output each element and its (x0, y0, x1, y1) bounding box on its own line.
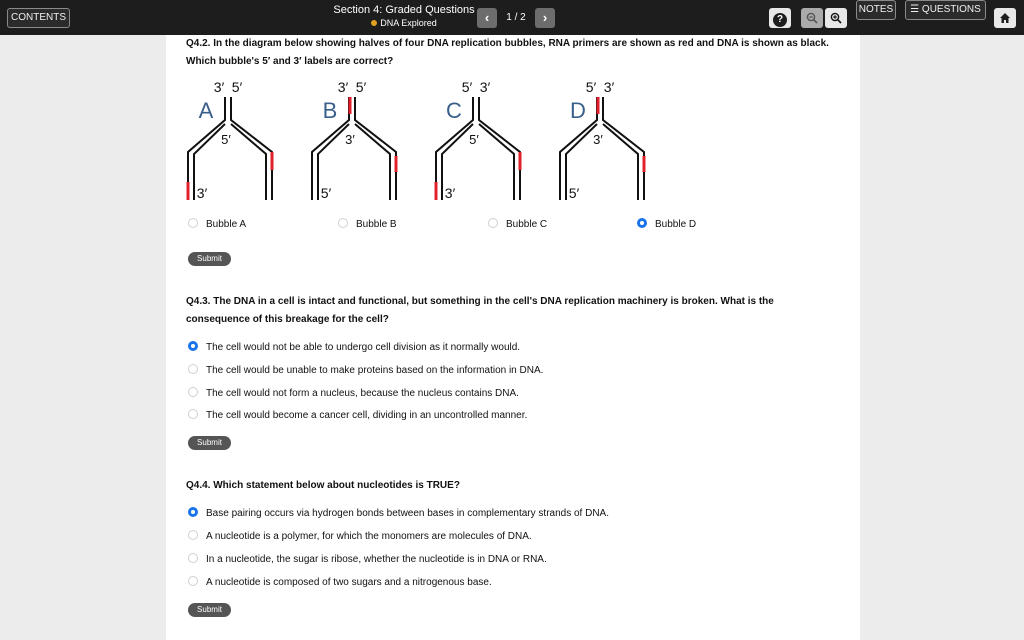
q43-option-1-label: The cell would not be able to undergo cell division as it normally would. (206, 342, 521, 353)
list-icon: ☰ (910, 4, 922, 15)
zoom-out-button[interactable] (801, 8, 823, 28)
q44-option-3-label: In a nucleotide, the sugar is ribose, whether the nucleotide is in DNA or RNA. (206, 554, 547, 565)
bottom-label: 5′ (320, 185, 332, 201)
dna-bubbles-diagram (180, 72, 680, 204)
q43-option-3-label: The cell would not form a nucleus, because the nucleus contains DNA. (206, 388, 519, 399)
notes-button[interactable]: NOTES (856, 0, 896, 20)
q44-option-2[interactable] (188, 530, 532, 543)
zoom-in-button[interactable] (825, 8, 847, 28)
question-4-4-text: Q4.4. Which statement below about nucleotides is TRUE? (186, 480, 460, 491)
bubble-letter: B (322, 98, 338, 123)
inner-label: 5′ (221, 132, 231, 147)
prev-page-button[interactable] (477, 8, 497, 28)
radio-button[interactable] (188, 530, 198, 540)
zoom-in-icon (830, 12, 842, 24)
radio-button[interactable] (338, 218, 348, 228)
radio-button[interactable] (188, 409, 198, 419)
top-right-label: 5′ (355, 79, 367, 95)
q44-option-1[interactable] (188, 507, 609, 520)
zoom-out-icon (806, 12, 818, 24)
strand-right-inner (603, 124, 638, 200)
q42-option-d[interactable] (637, 218, 696, 231)
page-indicator: 1 / 2 (506, 12, 526, 23)
q44-option-2-label: A nucleotide is a polymer, for which the monomers are molecules of DNA. (206, 531, 532, 542)
section-title: Section 4: Graded Questions (333, 4, 475, 16)
q44-submit-button[interactable]: Submit (188, 603, 231, 617)
radio-button[interactable] (488, 218, 498, 228)
radio-button[interactable] (188, 576, 198, 586)
q43-option-3[interactable] (188, 387, 519, 400)
radio-button[interactable] (188, 218, 198, 228)
radio-button[interactable] (188, 507, 198, 517)
q43-option-2[interactable] (188, 364, 543, 377)
top-right-label: 3′ (479, 79, 491, 95)
section-subtitle (330, 17, 478, 29)
top-right-label: 3′ (603, 79, 615, 95)
bubble-letter: C (446, 98, 462, 123)
contents-button[interactable]: CONTENTS (7, 8, 70, 28)
strand-right-inner (231, 124, 266, 200)
bubble-letter: D (570, 98, 586, 123)
top-left-label: 5′ (461, 79, 473, 95)
q42-option-c-label: Bubble C (506, 219, 548, 230)
inner-label: 5′ (469, 132, 479, 147)
q42-option-b-label: Bubble B (356, 219, 397, 230)
radio-button[interactable] (188, 553, 198, 563)
q44-option-4[interactable] (188, 576, 492, 589)
strand-right-inner (355, 124, 390, 200)
help-icon: ? (773, 13, 787, 27)
bottom-label: 3′ (196, 185, 208, 201)
q43-option-1[interactable] (188, 341, 520, 354)
questions-label: QUESTIONS (921, 4, 981, 15)
q43-option-4[interactable] (188, 409, 527, 422)
section-subtitle-text: DNA Explored (380, 18, 437, 28)
q43-option-2-label: The cell would be unable to make proteins based on the information in DNA. (206, 365, 544, 376)
questions-button[interactable] (905, 0, 986, 20)
q42-option-a-label: Bubble A (206, 219, 247, 230)
chevron-right-icon: › (542, 10, 548, 25)
q42-option-a[interactable] (188, 218, 246, 231)
home-icon (999, 12, 1011, 24)
question-4-3-text: Q4.3. The DNA in a cell is intact and functional, but something in the cell's DNA replication machinery is broken. What is the consequence of this breakage for the cell? (186, 296, 774, 325)
radio-button[interactable] (188, 341, 198, 351)
bottom-label: 3′ (444, 185, 456, 201)
q44-option-4-label: A nucleotide is composed of two sugars and a nitrogenous base. (206, 577, 492, 588)
q42-option-d-label: Bubble D (655, 219, 697, 230)
topic-dot-icon (371, 20, 377, 26)
q43-submit-button[interactable]: Submit (188, 436, 231, 450)
q42-submit-button[interactable]: Submit (188, 252, 231, 266)
top-right-label: 5′ (231, 79, 243, 95)
next-page-button[interactable] (535, 8, 555, 28)
q43-option-4-label: The cell would become a cancer cell, dividing in an uncontrolled manner. (206, 410, 528, 421)
help-button[interactable] (769, 8, 791, 28)
bottom-label: 5′ (568, 185, 580, 201)
inner-label: 3′ (593, 132, 603, 147)
radio-button[interactable] (188, 387, 198, 397)
top-left-label: 3′ (213, 79, 225, 95)
q42-option-b[interactable] (338, 218, 397, 231)
chevron-left-icon: ‹ (484, 10, 490, 25)
question-4-2-text: Q4.2. In the diagram below showing halves of four DNA replication bubbles, RNA primers are shown as red and DNA is shown as black. Which bubble's 5′ and 3′ labels are correct? (186, 38, 829, 67)
bubble-letter: A (198, 98, 214, 123)
q42-option-c[interactable] (488, 218, 547, 231)
radio-button[interactable] (188, 364, 198, 374)
top-left-label: 5′ (585, 79, 597, 95)
top-toolbar (0, 0, 1024, 35)
top-left-label: 3′ (337, 79, 349, 95)
q44-option-1-label: Base pairing occurs via hydrogen bonds between bases in complementary strands of DNA. (206, 508, 609, 519)
q44-option-3[interactable] (188, 553, 547, 566)
radio-button[interactable] (637, 218, 647, 228)
inner-label: 3′ (345, 132, 355, 147)
home-button[interactable] (994, 8, 1016, 28)
strand-right-inner (479, 124, 514, 200)
